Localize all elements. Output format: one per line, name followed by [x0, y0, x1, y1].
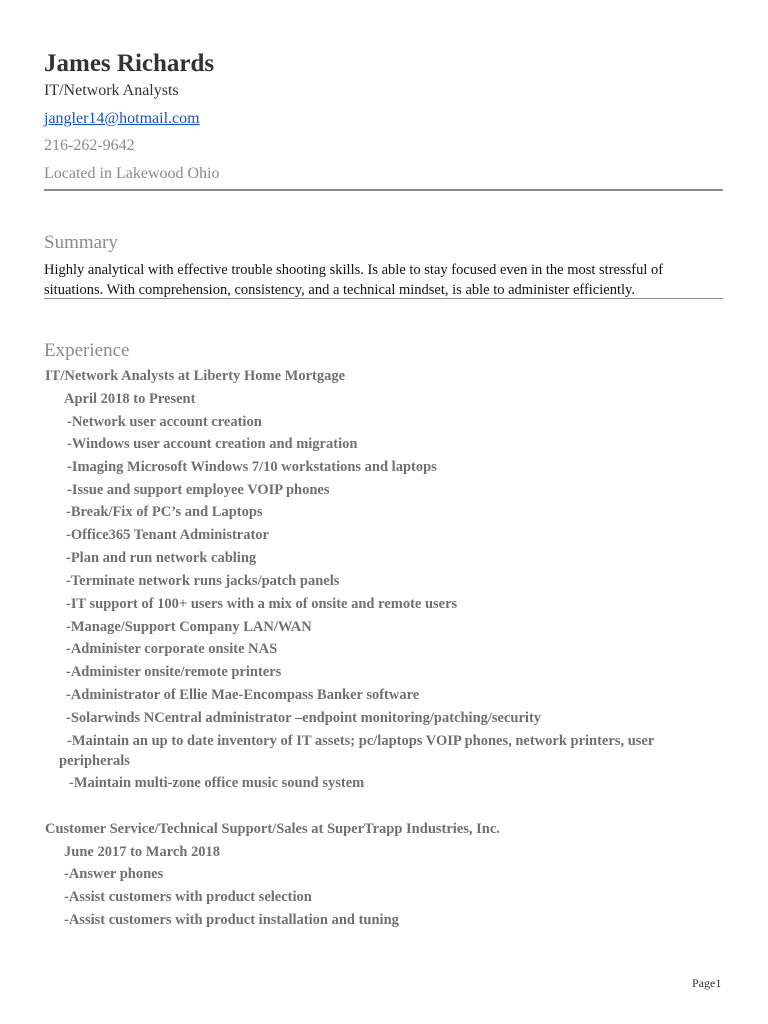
experience-heading: Experience	[44, 340, 130, 361]
job-duty: -Solarwinds NCentral administrator –endpoint monitoring/patching/security	[66, 710, 542, 726]
job-duty: -Network user account creation	[67, 414, 262, 430]
job-duty: -Answer phones	[64, 866, 164, 882]
summary-heading: Summary	[44, 232, 118, 253]
candidate-title: IT/Network Analysts	[44, 82, 179, 99]
job-duty: -Maintain an up to date inventory of IT assets; pc/laptops VOIP phones, network printers, user peripherals	[59, 733, 655, 769]
email-link[interactable]: jangler14@hotmail.com	[44, 110, 200, 127]
job-duty: -IT support of 100+ users with a mix of onsite and remote users	[66, 596, 458, 612]
job-duty: -Administrator of Ellie Mae-Encompass Banker software	[66, 687, 420, 703]
job-duty: -Administer onsite/remote printers	[66, 664, 282, 680]
phone-number: 216-262-9642	[44, 137, 135, 154]
job-duty: -Terminate network runs jacks/patch panels	[66, 573, 340, 589]
job-duty: -Assist customers with product selection	[64, 889, 312, 905]
job-duty: -Maintain multi-zone office music sound system	[69, 775, 365, 791]
summary-divider	[44, 298, 723, 299]
job-duty: -Issue and support employee VOIP phones	[67, 482, 330, 498]
job-dates: June 2017 to March 2018	[64, 844, 221, 860]
job-duty: -Imaging Microsoft Windows 7/10 workstations and laptops	[67, 459, 437, 475]
job-duty: -Manage/Support Company LAN/WAN	[66, 619, 312, 635]
job-title: Customer Service/Technical Support/Sales at SuperTrapp Industries, Inc.	[45, 821, 500, 837]
job-duty: -Break/Fix of PC’s and Laptops	[66, 504, 263, 520]
candidate-name: James Richards	[44, 50, 215, 77]
job-duty: -Office365 Tenant Administrator	[66, 527, 269, 543]
summary-text: Highly analytical with effective trouble shooting skills. Is able to stay focused even in the most stressful of situations. With comprehension, consistency, and a technical mindset, is able to administer efficiently.	[44, 262, 664, 298]
page-number: Page1	[692, 976, 722, 990]
job-duty: -Windows user account creation and migration	[67, 436, 358, 452]
job-dates: April 2018 to Present	[64, 391, 196, 407]
header-divider	[44, 189, 723, 191]
job-duty: -Assist customers with product installation and tuning	[64, 912, 399, 928]
job-duty: -Plan and run network cabling	[66, 550, 257, 566]
job-duty: -Administer corporate onsite NAS	[66, 641, 278, 657]
location-text: Located in Lakewood Ohio	[44, 165, 220, 182]
job-title: IT/Network Analysts at Liberty Home Mortgage	[45, 368, 346, 384]
